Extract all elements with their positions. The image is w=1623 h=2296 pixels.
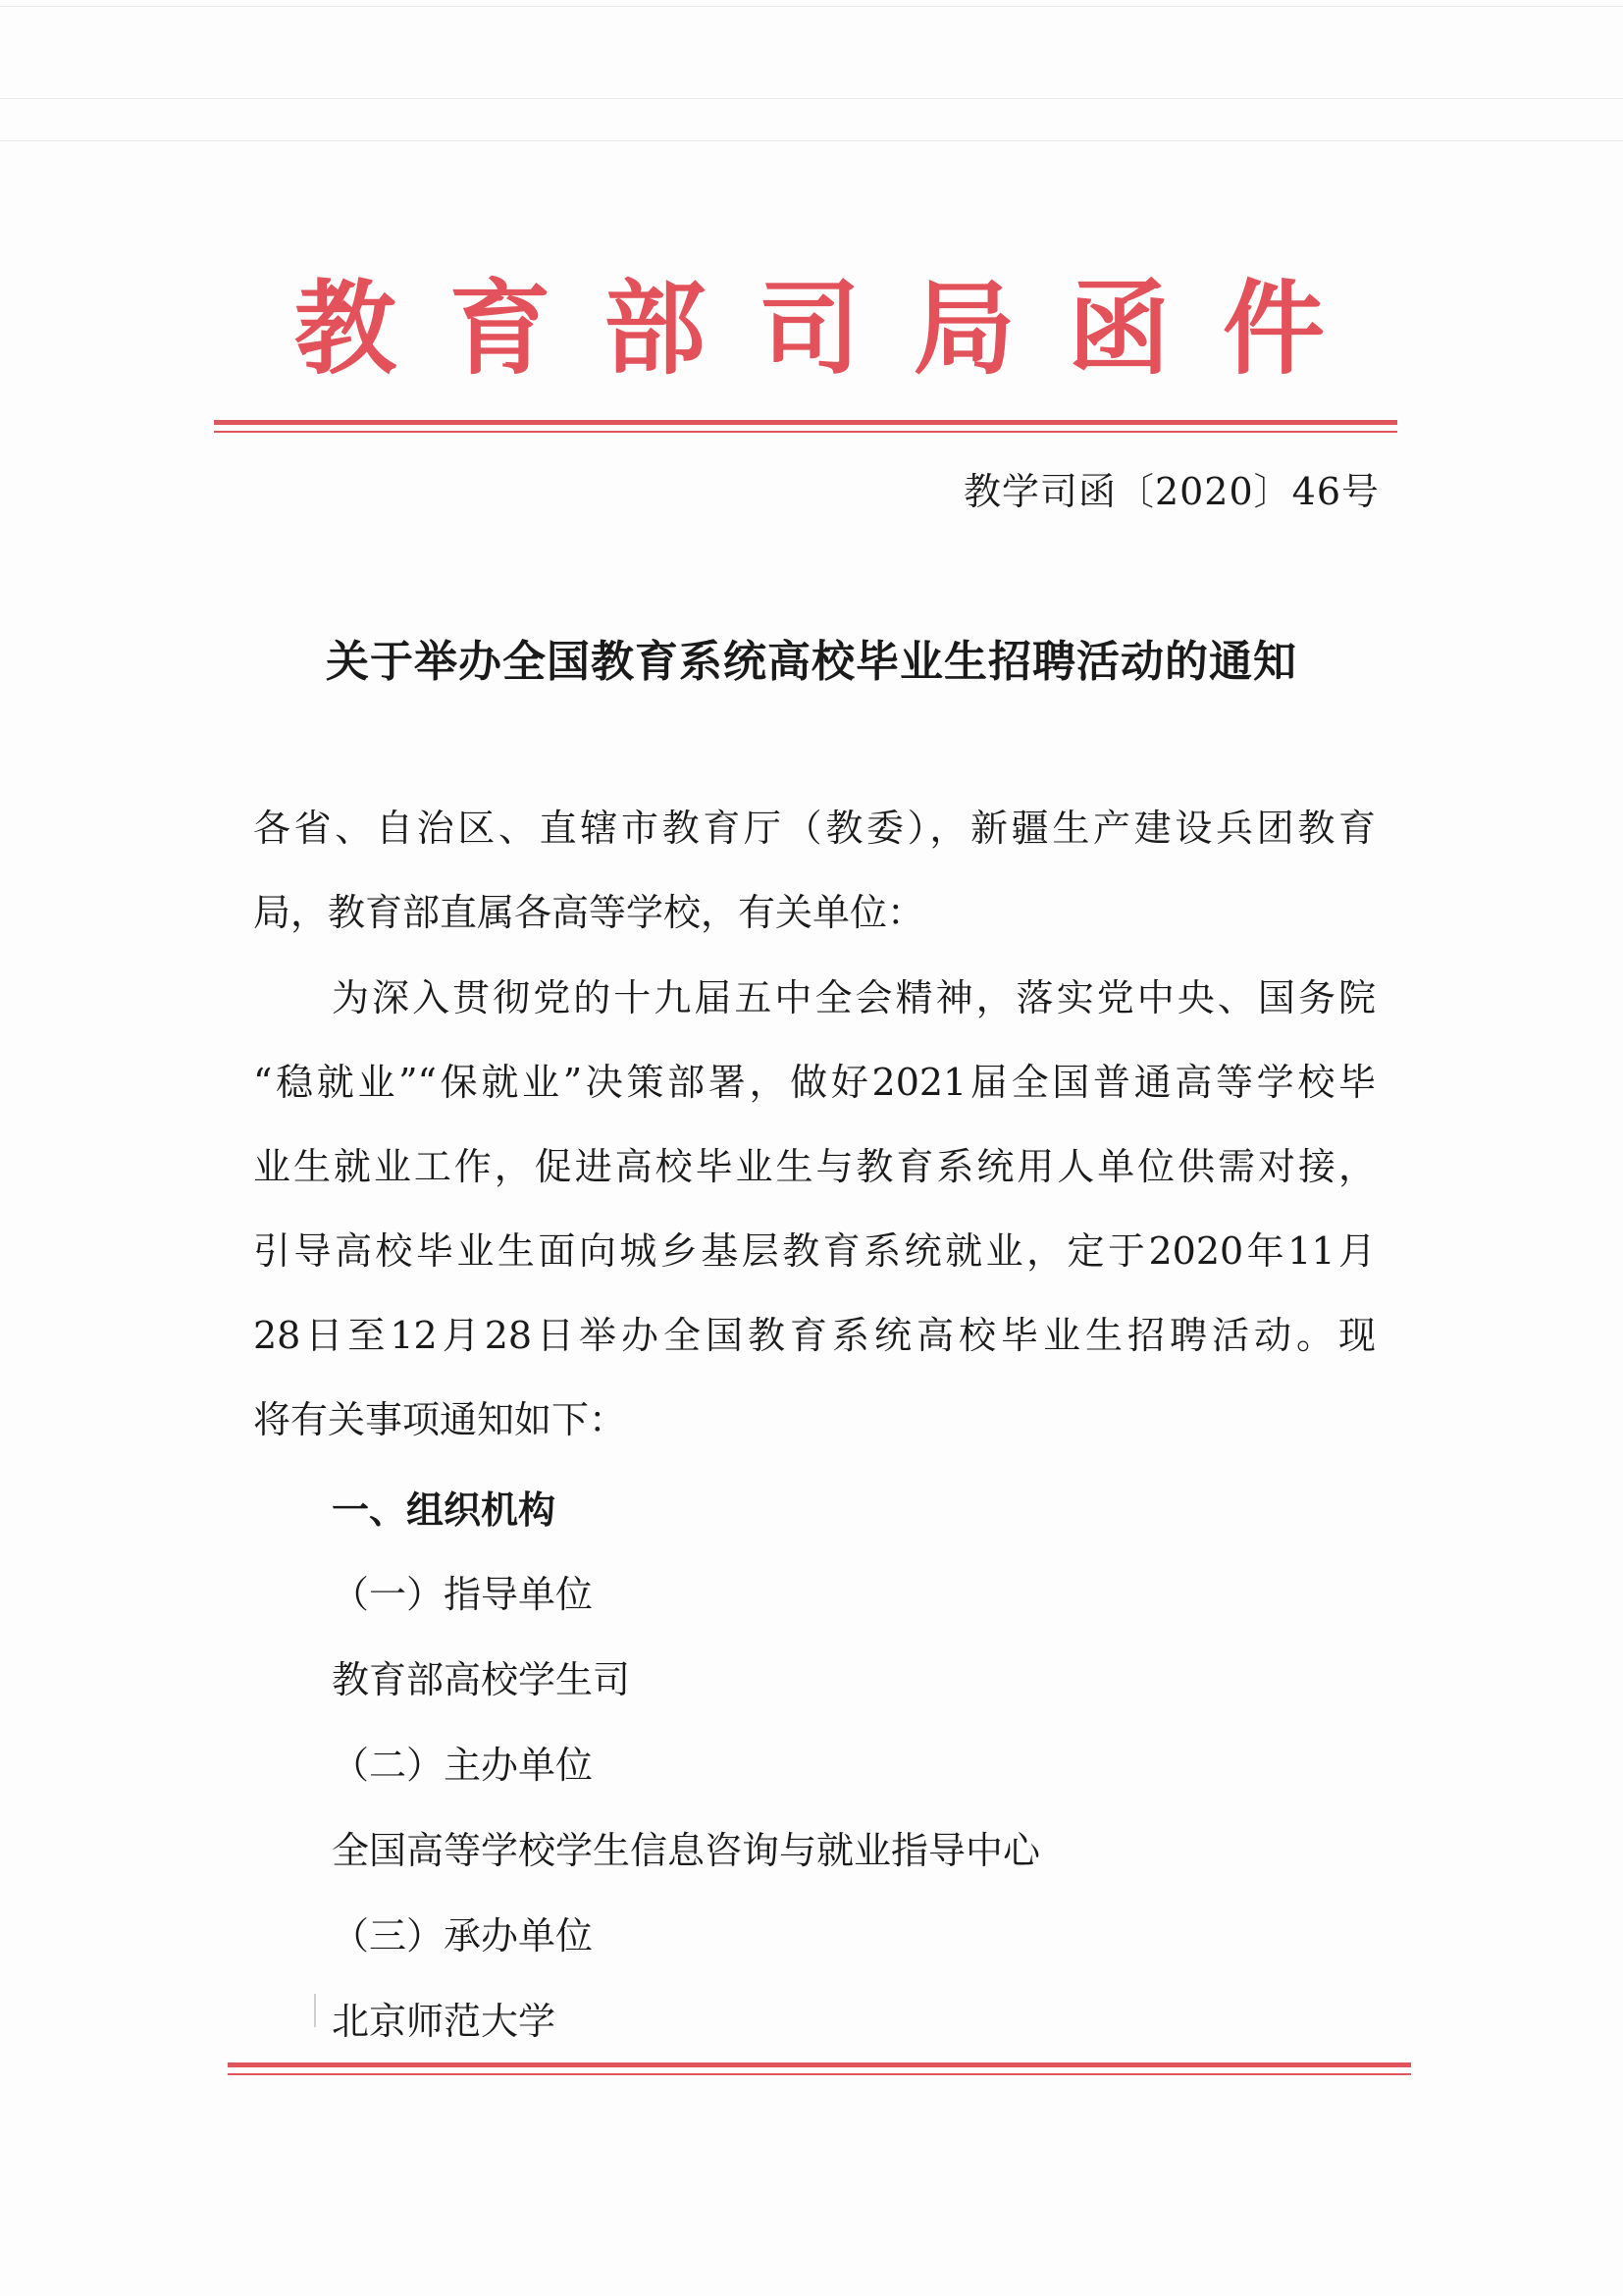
masthead (294, 265, 1325, 392)
masthead-char: 件 (1222, 268, 1325, 389)
document-title: 关于举办全国教育系统高校毕业生招聘活动的通知 (326, 637, 1297, 687)
masthead-char: 函 (1068, 268, 1171, 389)
paragraph-line: 将有关事项通知如下： (253, 1398, 627, 1441)
masthead-rule-thick (214, 420, 1397, 425)
item-value: 教育部高校学生司 (332, 1658, 631, 1701)
paragraph-line: 28日至12月28日举办全国教育系统高校毕业生招聘活动。现 (253, 1314, 1376, 1357)
masthead-char: 教 (294, 268, 397, 389)
footer-rule-thin (228, 2073, 1411, 2075)
scan-artifact-line (0, 98, 1623, 99)
masthead-rule-thin (214, 431, 1397, 433)
paragraph-line: 为深入贯彻党的十九届五中全会精神，落实党中央、国务院 (332, 976, 1376, 1019)
footer-rule-thick (228, 2062, 1411, 2067)
masthead-char: 部 (603, 268, 707, 389)
item-label: （一）指导单位 (332, 1573, 594, 1616)
section-heading: 一、组织机构 (332, 1488, 556, 1532)
item-value: 全国高等学校学生信息咨询与就业指导中心 (332, 1829, 1041, 1872)
item-label: （二）主办单位 (332, 1744, 594, 1787)
masthead-char: 局 (913, 268, 1016, 389)
addressee-line: 局，教育部直属各高等学校，有关单位： (253, 891, 925, 934)
paragraph-line: 业生就业工作，促进高校毕业生与教育系统用人单位供需对接， (253, 1145, 1376, 1188)
paragraph-line: “稳就业”“保就业”决策部署，做好2021届全国普通高等学校毕 (253, 1061, 1376, 1104)
scan-mark (314, 1994, 316, 2027)
item-label: （三）承办单位 (332, 1914, 594, 1957)
paragraph-line: 引导高校毕业生面向城乡基层教育系统就业，定于2020年11月 (253, 1229, 1376, 1273)
masthead-char: 司 (758, 268, 861, 389)
scan-artifact-line (0, 6, 1623, 7)
item-value: 北京师范大学 (332, 2000, 556, 2043)
document-number: 教学司函〔2020〕46号 (963, 470, 1380, 513)
masthead-char: 育 (448, 268, 551, 389)
scan-artifact-line (0, 140, 1623, 141)
addressee-line: 各省、自治区、直辖市教育厅（教委），新疆生产建设兵团教育 (253, 807, 1376, 850)
